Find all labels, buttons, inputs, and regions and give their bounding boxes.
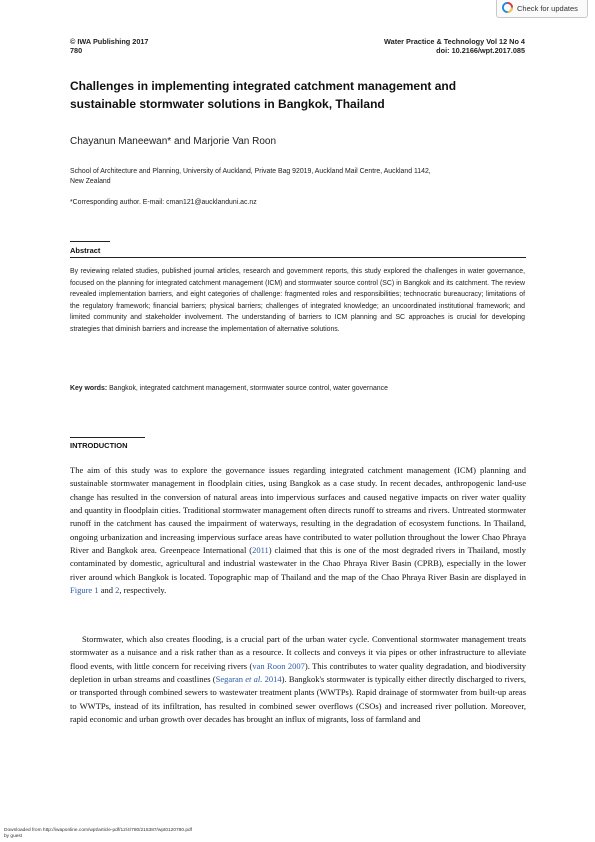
article-title bbox=[70, 77, 530, 113]
p2-text-a: Stormwater, which also creates flooding, is a crucial part of the urban water cycle. Conventional stormwater management treats stormwater as a nuisance and a risk rather than as a resource. It collects and conveys it via pipes or other infrastructure to alleviate flood events, with little concern for receiving rivers ( bbox=[70, 634, 526, 671]
segaran-citation-link[interactable] bbox=[216, 674, 282, 684]
header-right bbox=[275, 37, 525, 55]
copyright-line: © IWA Publishing 2017 bbox=[70, 37, 149, 46]
title-line-1: Challenges in implementing integrated catchment management and bbox=[70, 79, 457, 93]
p1-text-a: The aim of this study was to explore the governance issues regarding integrated catchment management (ICM) planning and sustainable stormwater management in floodplain cities, using Bangkok as a case study. In recent decades, anthropogenic land-use change has resulted in the conversion of natural areas into impervious surfaces and caused negative impacts on river water quality and quantity in floodplain cities. Traditional stormwater management often directs runoff to streams and rivers. Untreated stormwater runoff in the catchment has caused the impairment of waterways, resulting in the degradation of ecosystem functions. In Thailand, ongoing urbanization and increasing impervious surface areas have contributed to water pollution throughout the lower Chao Phraya River and Bangkok area. Greenpeace International ( bbox=[70, 465, 526, 556]
check-for-updates-button[interactable] bbox=[496, 0, 588, 18]
p2-text-b: ). This contributes to water quality degradation, and biodiversity depletion in urban streams and coastlines ( bbox=[70, 660, 527, 685]
van-roon-citation-link[interactable]: van Roon 2007 bbox=[252, 660, 305, 671]
introduction-heading: INTRODUCTION bbox=[70, 441, 128, 450]
download-url[interactable]: Downloaded from http://iwaponline.com/wpt/article-pdf/12/4/780/215387/wpt0120780.pdf bbox=[4, 828, 192, 833]
abstract-rule bbox=[70, 241, 110, 242]
abstract-divider bbox=[70, 257, 526, 258]
p1-text-b: ) claimed that this is one of the most degraded rivers in Thailand, mostly contaminated by domestic, agricultural and industrial wastewater in the Chao Phraya River Basin (CPRB), especially in the lower river around which Bangkok is located. Topographic map of Thailand and the map of the Chao Phraya River Basin are displayed in bbox=[70, 545, 527, 582]
affiliation bbox=[70, 167, 520, 187]
crossmark-icon bbox=[502, 0, 513, 18]
introduction-paragraph-2 bbox=[70, 633, 526, 726]
check-for-updates-label: Check for updates bbox=[517, 4, 578, 13]
page-number: 780 bbox=[70, 46, 83, 55]
corresponding-author: *Corresponding author. E-mail: cman121@aucklanduni.ac.nz bbox=[70, 199, 257, 206]
introduction-paragraph-1 bbox=[70, 464, 526, 597]
keywords-label: Key words: bbox=[70, 385, 108, 392]
keywords-list: Bangkok, integrated catchment management, stormwater source control, water governance bbox=[109, 385, 388, 392]
greenpeace-citation-link[interactable]: 2011 bbox=[252, 545, 269, 556]
p1-text-d: , respectively. bbox=[119, 585, 167, 596]
figure-1-link[interactable]: Figure 1 bbox=[70, 585, 99, 596]
header-left bbox=[70, 37, 149, 55]
p1-text-c: and bbox=[98, 585, 116, 596]
introduction-rule bbox=[70, 437, 145, 438]
doi-link[interactable]: doi: 10.2166/wpt.2017.085 bbox=[436, 46, 525, 55]
segaran-author: Segaran bbox=[215, 674, 246, 685]
download-by: by guest bbox=[4, 834, 23, 839]
abstract-text: By reviewing related studies, published journal articles, research and government reports, this study explored the challenges in water governance, focused on the planning for integrated catchment management (ICM) and stormwater source control (SC) in Bangkok and its catchment. The review revealed implementation barriers, and eight categories of challenge: fragmented roles and responsibilities; technocratic bureaucracy; limitations of the regulatory framework; financial barriers; physical barriers; challenges of integrated knowledge; an uncoordinated institutional framework; and limited community and stakeholder involvement. The understanding of barriers to ICM planning and SC approaches is crucial for developing strategies that diminish barriers and increase the implementation of alternative solutions. bbox=[70, 268, 525, 333]
figure-2-link[interactable]: 2 bbox=[115, 585, 120, 596]
keywords bbox=[70, 385, 388, 392]
download-footer bbox=[4, 828, 192, 840]
abstract-heading: Abstract bbox=[70, 246, 101, 255]
title-line-2: sustainable stormwater solutions in Bangkok, Thailand bbox=[70, 97, 385, 111]
segaran-etal: et al. bbox=[245, 674, 263, 685]
journal-info: Water Practice & Technology Vol 12 No 4 bbox=[384, 37, 525, 46]
authors: Chayanun Maneewan* and Marjorie Van Roon bbox=[70, 136, 277, 147]
affiliation-line-1: School of Architecture and Planning, University of Auckland, Private Bag 92019, Auckland Mail Centre, Auckland 1142, bbox=[70, 168, 431, 175]
segaran-year: 2014 bbox=[262, 674, 282, 685]
p2-text-c: ). Bangkok's stormwater is typically either directly discharged to rivers, or transported through combined sewers to wastewater treatment plants (WWTPs). Rapid drainage of stormwater from built-up areas to WWTPs, instead of its infiltration, has resulted in combined sewer overflows (CSOs) and increased river pollution. Moreover, rapid economic and urban growth over decades has brought an influx of migrants, loss of farmland and bbox=[70, 674, 527, 725]
affiliation-line-2: New Zealand bbox=[70, 178, 111, 185]
